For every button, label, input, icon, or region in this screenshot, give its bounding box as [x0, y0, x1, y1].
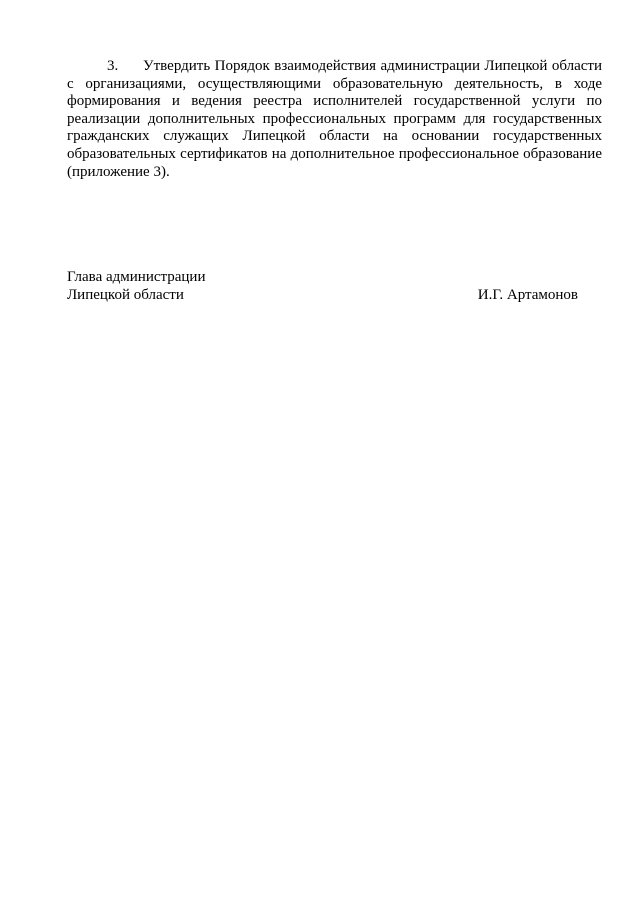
paragraph-3 — [67, 58, 602, 181]
signer-position-line-2: Липецкой области — [67, 287, 184, 303]
signature-line-1 — [67, 268, 587, 286]
paragraph-number: 3. — [107, 58, 119, 74]
signature-line-2 — [67, 286, 587, 304]
signature-block — [67, 268, 587, 304]
signer-position-line-1: Глава администрации — [67, 269, 206, 285]
paragraph-text: Утвердить Порядок взаимодействия администрации Липецкой области с организациями, осуществляющими образовательную деятельность, в ходе формирования и ведения реестра исполнителей государственной услуги по реализации дополнительных профессиональных программ для государственных гражданских служащих Липецкой области на основании государственных образовательных сертификатов на дополнительное профессиональное образование (приложение 3). — [67, 58, 602, 180]
signer-name: И.Г. Артамонов — [477, 287, 578, 303]
